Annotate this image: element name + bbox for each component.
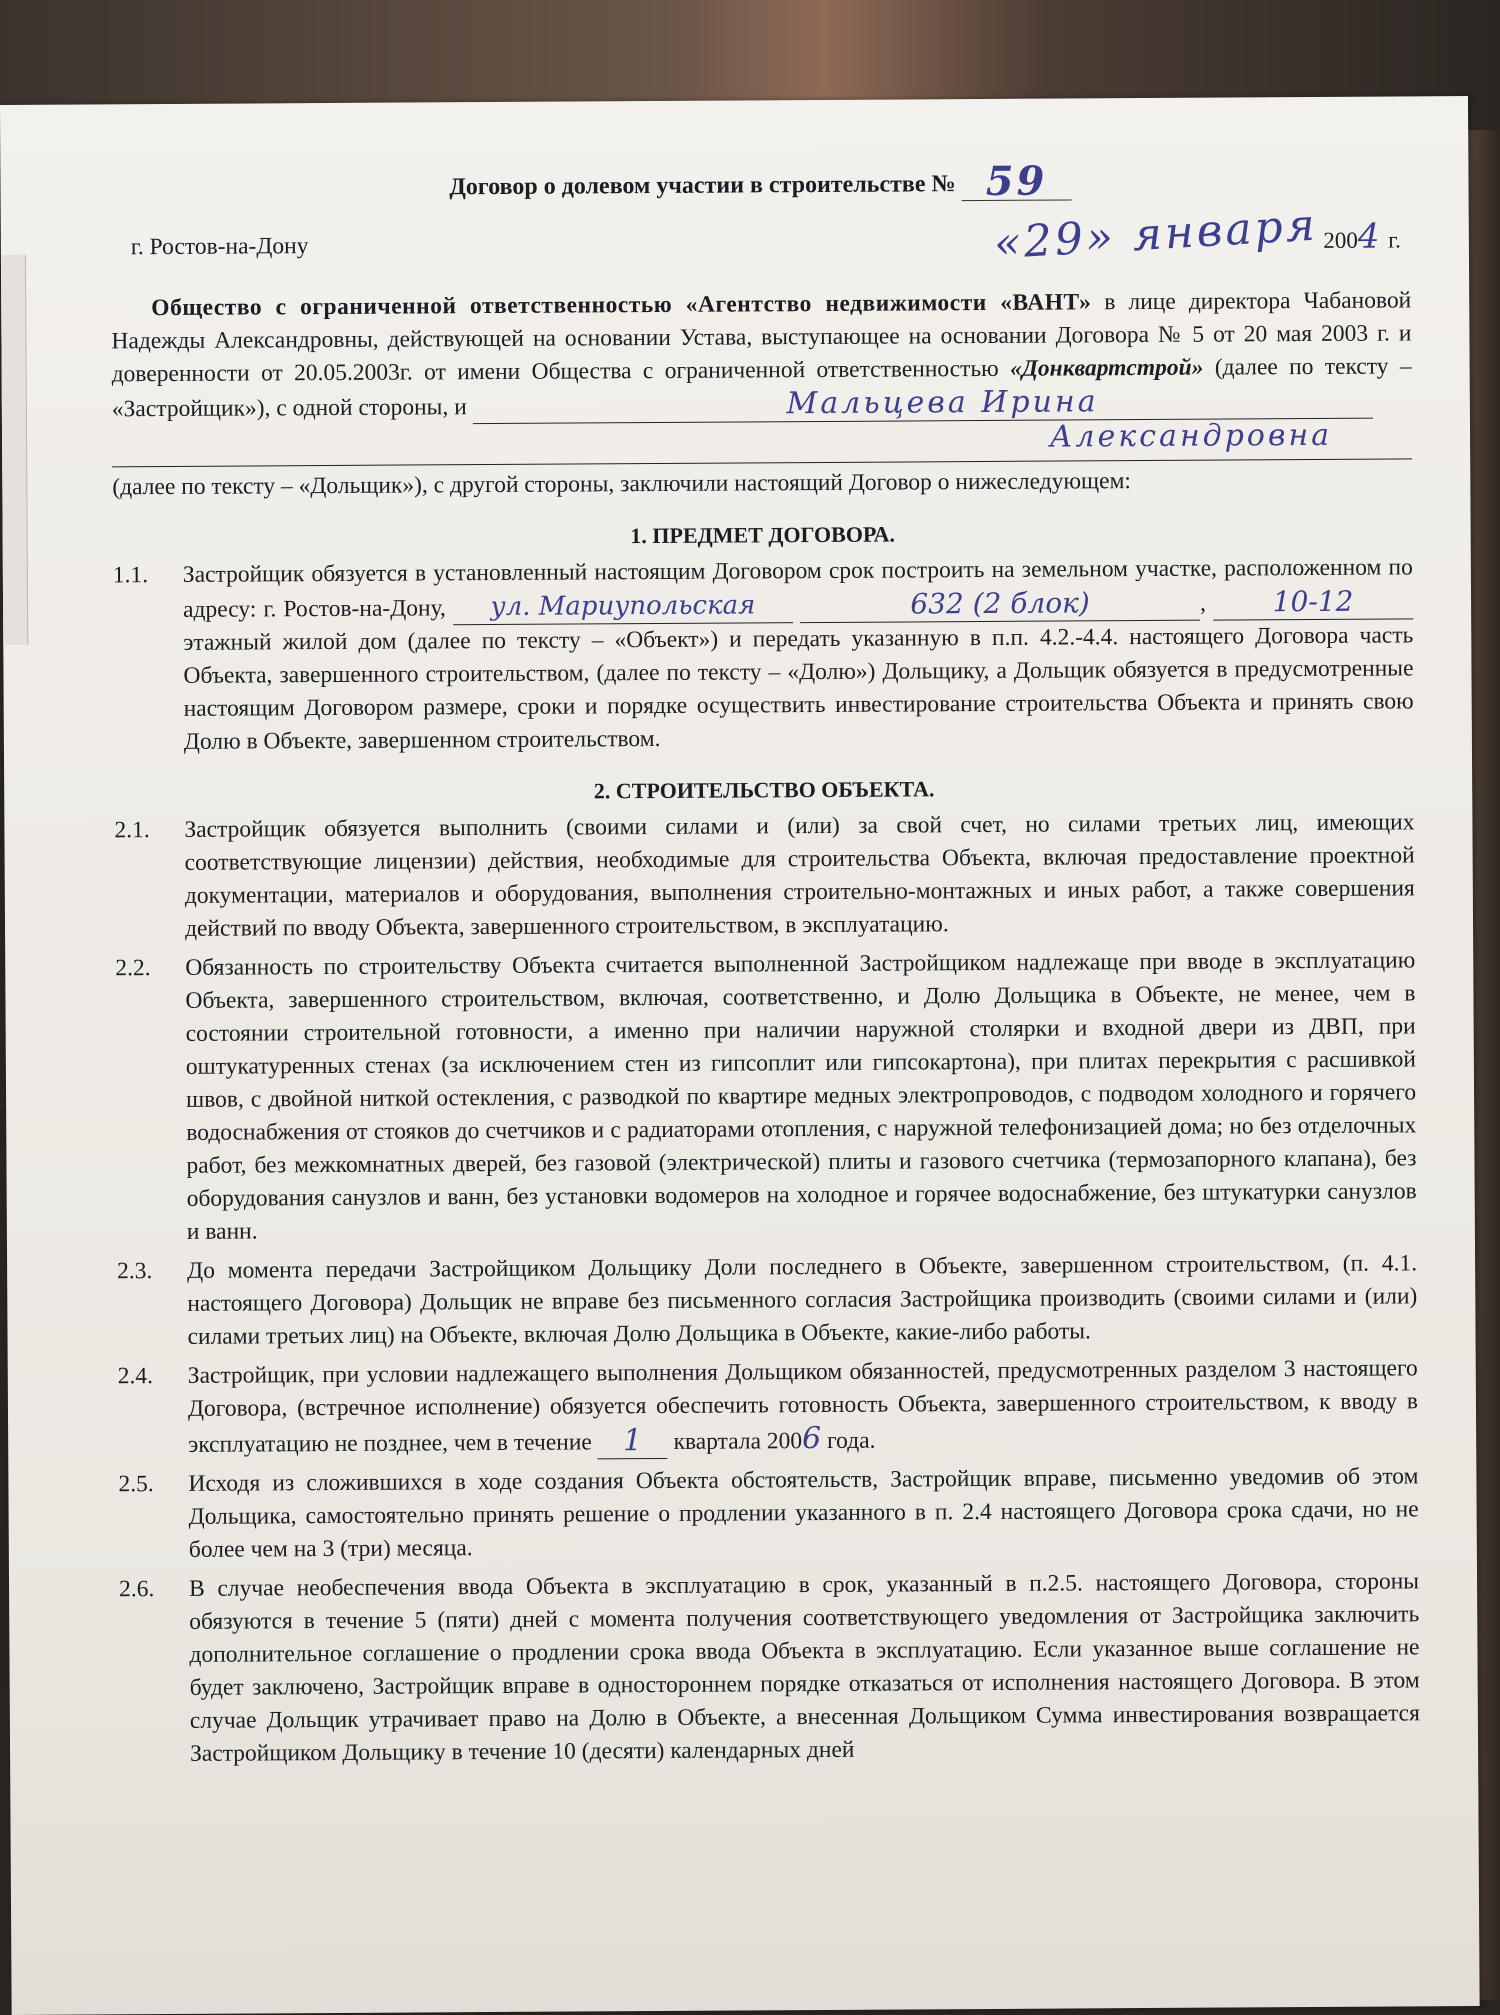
clause-number: 2.4. [117, 1363, 154, 1390]
clause-1-1 [112, 551, 1414, 759]
document-page [0, 96, 1480, 2015]
title-text: Договор о долевом участии в строительстве № [449, 171, 956, 201]
company-name: Общество с ограниченной ответственностью «Агентство недвижимости «ВАНТ» [151, 289, 1092, 322]
document-title [110, 157, 1410, 206]
quarter-field: 1 [598, 1424, 668, 1459]
address-block-field: 632 (2 блок) [800, 586, 1200, 623]
clause-number: 2.3. [117, 1258, 153, 1285]
clause-1-1-text-1: Застройщик обязуется в установленный настоящим Договором срок построить на земельном участке, расположенном по адресу: г. Ростов-на-Дону, [182, 554, 1413, 623]
document-content [110, 157, 1420, 1777]
clause-number: 1.1. [112, 562, 149, 589]
shareholder-name-field: Мальцева Ирина [473, 384, 1373, 424]
date-year-digit: 4 [1357, 216, 1383, 257]
clause-text [183, 551, 1414, 759]
clause-2-4-text-3: года. [821, 1427, 876, 1455]
address-separator: , [1199, 590, 1207, 617]
city: г. Ростов-на-Дону [130, 233, 309, 261]
clause-number: 2.5. [118, 1471, 154, 1498]
clause-number: 2.6. [118, 1576, 155, 1603]
clause-text: Застройщик обязуется выполнить (своими силами и (или) за свой счет, но силами третьих лиц, имеющих соответствующие лицензии) действия, необходимые для строительства Объекта, включая предоставление проектной документации, материалов и оборудования, выполнения строительно-монтажных и иных работ, а также совершения действий по вводу Объекта, завершенного строительством, в эксплуатацию. [184, 809, 1415, 942]
clause-text: Обязанность по строительству Объекта считается выполненной Застройщиком надлежаще при вводе в эксплуатацию Объекта, завершенного строительством, включая, соответственно, и Долю Дольщика в Объекте, не менее, чем в состоянии строительной готовности, а именно при наличии наружной столярки и входной двери из ДВП, при оштукатуренных стенах (за исключением стен из гипсоплит или гипсокартона), при плитах перекрытия с расшивкой швов, с двойной ниткой остекления, с разводкой по квартире медных электропроводов, с подводом холодного и горячего водоснабжения от стояков до счетчиков и с радиаторами отопления, с наружной телефонизацией дома; но без отделочных работ, без межкомнатных дверей, без газовой (электрической) плиты и газового счетчика (термозапорного клапана), без оборудования санузлов и ванн, без установки водомеров на холодное и горячее водоснабжение, без штукатурки санузлов и ванн. [185, 947, 1417, 1245]
contract-number: 59 [962, 163, 1072, 201]
address-street-field: ул. Мариупольская [453, 588, 793, 625]
clause-text: В случае необеспечения ввода Объекта в эксплуатацию в срок, указанный в п.2.5. настоящего Договора, стороны обязуются в течение 5 (пяти) дней с момента получения соответствующего уведомления от Застройщика заключить дополнительное соглашение о продлении срока ввода Объекта в эксплуатацию. Если указанное выше соглашение не будет заключено, Застройщик вправе в одностороннем порядке отказаться от исполнения настоящего Договора. В этом случае Дольщик утрачивает право на Долю в Объекте, а внесенная Дольщиком Сумма инвестирования возвращается Застройщиком Дольщику в течение 10 (десяти) календарных дней [188, 1568, 1420, 1767]
clause-text: До момента передачи Застройщиком Дольщику Доли последнего в Объекте, завершенном строительством, (п. 4.1. настоящего Договора) Дольщик не вправе без письменного согласия Застройщика производить (своими силами и (или) силами третьих лиц) на Объекте, включая Долю Дольщика в Объекте, какие-либо работы. [187, 1250, 1418, 1350]
date-year-prefix: 200 [1323, 227, 1358, 253]
clause-2-3 [117, 1247, 1418, 1354]
clause-2-1 [114, 806, 1415, 946]
floors-field: 10-12 [1213, 584, 1413, 620]
shareholder-patronymic-field: Александровна [112, 418, 1412, 467]
section-2-title: 2. СТРОИТЕЛЬСТВО ОБЪЕКТА. [593, 776, 935, 804]
page-edge [1, 255, 28, 645]
clause-2-5 [118, 1460, 1419, 1567]
contract-date [992, 199, 1401, 270]
date-suffix: г. [1388, 227, 1401, 253]
section-1-items [112, 551, 1414, 759]
intro-text-2: (далее по тексту – «Застройщик»), с одной стороны, и [111, 353, 1412, 423]
section-2-items [114, 806, 1420, 1770]
year-digit-field: 6 [801, 1421, 822, 1457]
clause-2-2 [115, 944, 1417, 1249]
developer-name: «Донквартстрой» [1009, 354, 1204, 382]
clause-1-1-text-2: этажный жилой дом (далее по тексту – «Объект») и передать указанную в п.п. 4.2.-4.4. настоящего Договора часть Объекта, завершенного строительством, (далее по тексту – «Долю») Дольщику, а Дольщик обязуется в предусмотренные настоящим Договором размере, сроки и порядке осуществить инвестирование строительства Объекта и принять свою Долю в Объекте, завершенном строительством. [183, 622, 1414, 755]
clause-text: Исходя из сложившихся в ходе создания Объекта обстоятельств, Застройщик вправе, письменно уведомив об этом Дольщика, самостоятельно принять решение о продлении указанного в п. 2.4 настоящего Договора срока сдачи, но не более чем на 3 (три) месяца. [188, 1463, 1419, 1563]
clause-number: 2.1. [114, 817, 150, 844]
section-1-title: 1. ПРЕДМЕТ ДОГОВОРА. [630, 521, 896, 549]
clause-2-4 [117, 1352, 1419, 1462]
clause-number: 2.2. [115, 955, 151, 982]
clause-text [188, 1352, 1419, 1462]
clause-2-4-text-1: Застройщик, при условии надлежащего выполнения Дольщиком обязанностей, предусмотренных разделом 3 настоящего Договора, (встречное исполнение) обязуется обеспечить готовность Объекта, завершенного строительством, к вводу в эксплуатацию не позднее, чем в течение [187, 1355, 1419, 1458]
city-date-row [111, 199, 1411, 270]
intro-text-1: в лице директора Чабановой Надежды Александровны, действующей на основании Устава, выступающее на основании Договора № 5 от 20 мая 2003 г. и доверенности от 20.05.2003г. от имени Общества с ограниченной ответственностью [111, 287, 1412, 388]
intro-paragraph [111, 284, 1412, 426]
clause-2-6 [118, 1565, 1420, 1771]
intro-closing: (далее по тексту – «Дольщик»), с другой стороны, заключили настоящий Договор о нижеследующем: [112, 468, 1132, 501]
clause-2-4-text-2: квартала 200 [667, 1428, 803, 1455]
date-day-month: «29» января [992, 199, 1319, 270]
